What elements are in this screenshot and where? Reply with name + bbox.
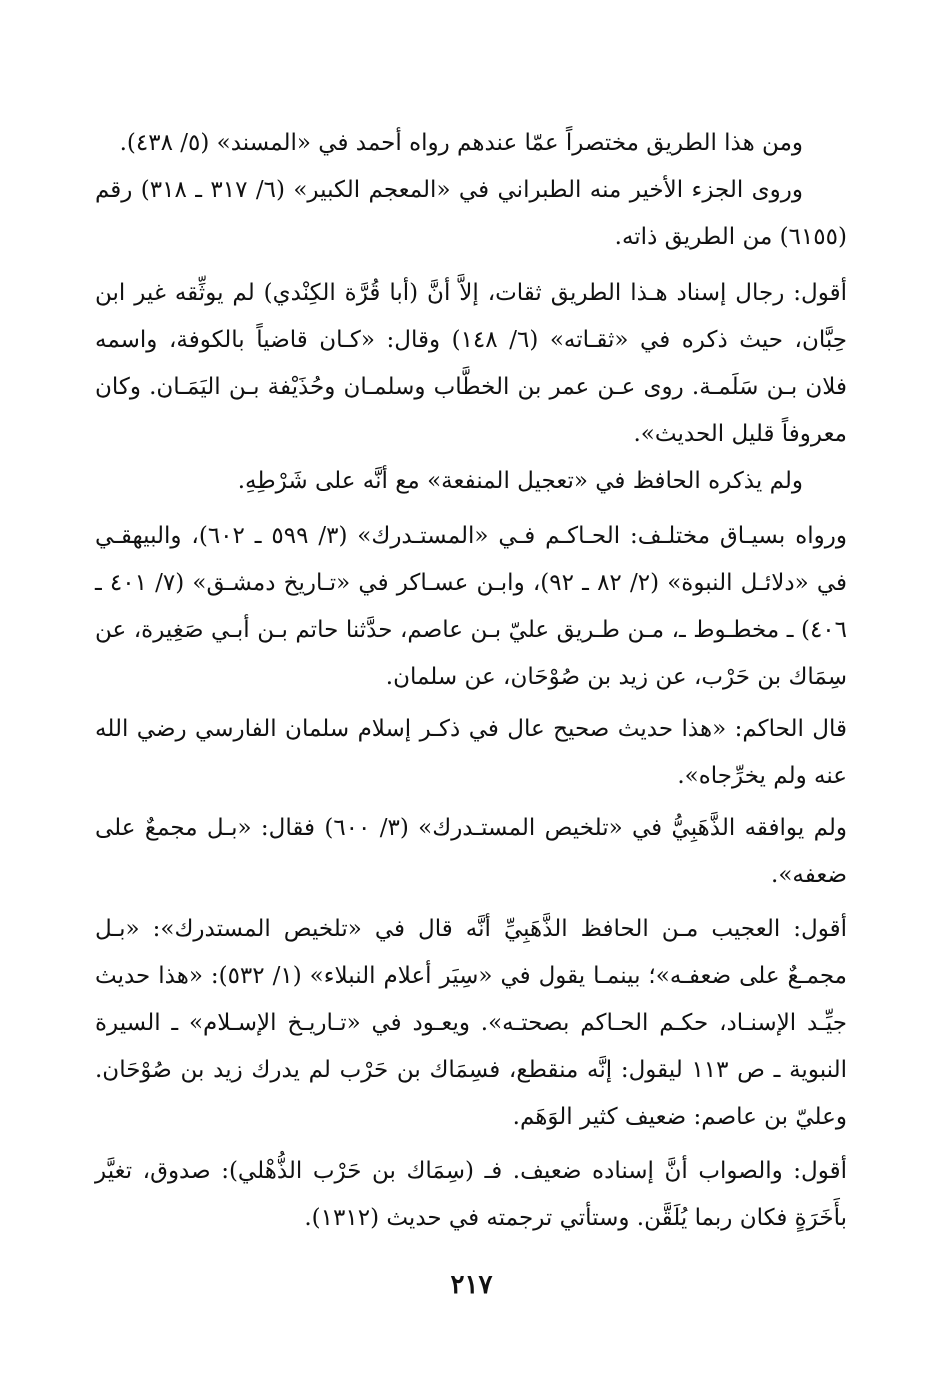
paragraph-group-7	[95, 1148, 847, 1242]
paragraph-dhahabi-contradiction: أقول: العجيب مـن الحافظ الذَّهَبِيِّ أنَّه قال في «تلخيص المستدرك»: «بـل مجمـعٌ على ضعفـه»؛ بينمـا يقول في «سِيَر أعلام النبلاء» (١/ ٥٣٢): «هذا حديث جيِّـد الإسنـاد، حكـم الحـاكم بصحتـه». ويعـود في «تـاريـخ الإسـلام» ـ السيرة النبوية ـ ص ١١٣ ليقول: إنَّه منقطع، فسِمَاك بن حَرْب لم يدرك زيد بن صُوْحَان. وعليّ بن عاصم: ضعيف كثير الوَهَم.	[95, 916, 848, 1130]
paragraph-group-4	[95, 706, 847, 800]
paragraph-group-3	[95, 513, 847, 701]
paragraph-hafiz-note: ولم يذكره الحافظ في «تعجيل المنفعة» مع أنَّه على شَرْطِهِ.	[237, 468, 803, 494]
paragraph-final-verdict: أقول: والصواب أنَّ إسناده ضعيف. فـ (سِمَاك بن حَرْب الذُّهْلي): صدوق، تغيَّر بأَخَرَةٍ فكان ربما يُلَقَّن. وستأتي ترجمته في حديث (١٣١٢).	[95, 1158, 847, 1231]
paragraph-chain-evaluation: أقول: رجال إسناد هـذا الطريق ثقات، إلاَّ أنَّ (أبا قُرَّة الكِنْدي) لم يوثِّقه غير ابن حِبَّان، حيث ذكره في «ثقـاته» (٦/ ١٤٨) وقال: «كـان قاضياً بالكوفة، واسمه فلان بـن سَلَمـة. روى عـن عمر بن الخطَّاب وسلمـان وحُذَيْفة بـن اليَمَـان. وكان معروفاً قليل الحديث».	[95, 280, 848, 447]
paragraph-hakim-statement: قال الحاكم: «هذا حديث صحيح عال في ذكـر إسلام سلمان الفارسي رضي الله عنه ولم يخرِّجاه».	[95, 716, 847, 789]
paragraph-musnad-reference: ومن هذا الطريق مختصراً عمّا عندهم رواه أحمد في «المسند» (٥/ ٤٣٨).	[119, 130, 803, 156]
paragraph-dhahabi-talkhis: ولم يوافقه الذَّهَبِيُّ في «تلخيص المستـدرك» (٣/ ٦٠٠) فقال: «بـل مجمعٌ على ضعفه».	[95, 815, 847, 888]
page-number: ٢١٧	[450, 1270, 493, 1300]
paragraph-group-5	[95, 805, 847, 899]
paragraph-group-6	[95, 906, 847, 1141]
paragraph-alternate-narration: ورواه بسيـاق مختلـف: الحـاكـم فـي «المستـدرك» (٣/ ٥٩٩ ـ ٦٠٢)، والبيهقـي في «دلائـل النبوة» (٢/ ٨٢ ـ ٩٢)، وابـن عسـاكر في «تـاريخ دمشـق» (٧/ ٤٠١ ـ ٤٠٦) ـ مخطـوط ـ، مـن طـريق عليّ بـن عاصم، حدَّثنا حاتم بـن أبـي صَغِيرة، عن سِمَاك بن حَرْب، عن زيد بن صُوْحَان، عن سلمان.	[95, 523, 847, 690]
paragraph-group-1	[95, 120, 847, 261]
paragraph-group-2	[95, 270, 847, 505]
paragraph-tabarani-reference: وروى الجزء الأخير منه الطبراني في «المعجم الكبير» (٦/ ٣١٧ ـ ٣١٨) رقم (٦١٥٥) من الطريق ذاته.	[95, 177, 847, 250]
